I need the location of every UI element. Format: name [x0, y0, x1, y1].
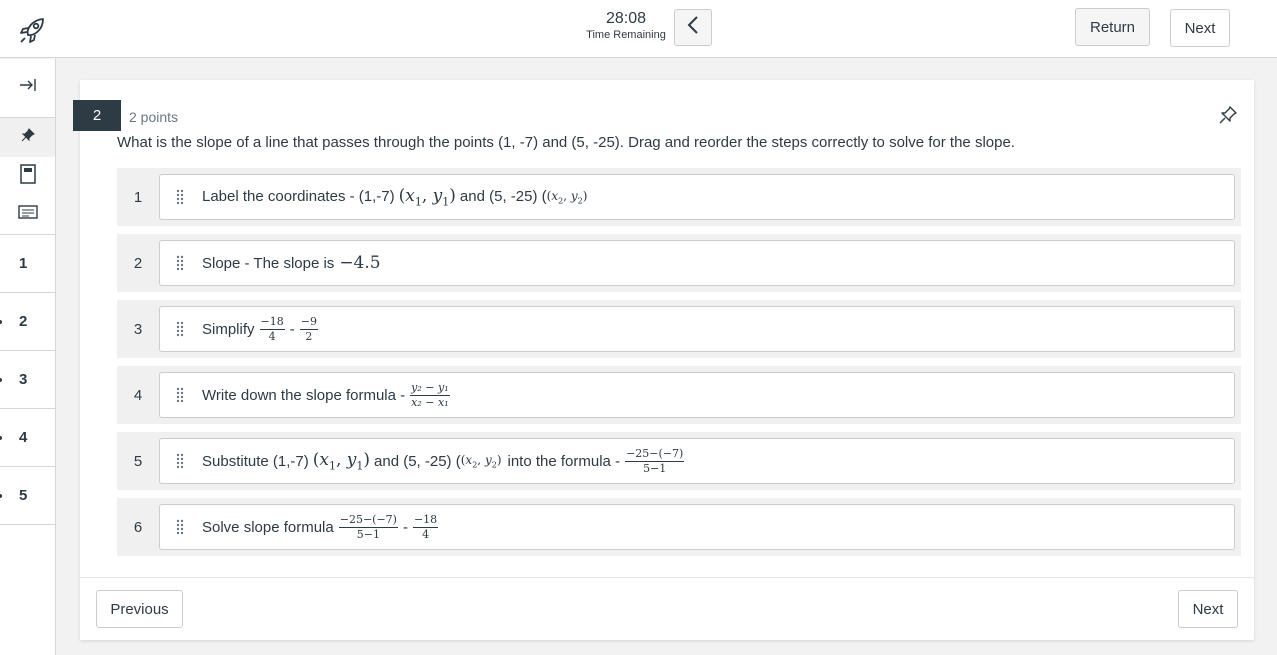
step-text [200, 253, 381, 273]
coordinate-math: ($x_1$, $y_1$) [398, 185, 456, 209]
collapse-nav-icon [19, 78, 37, 97]
coordinate-math: ($x_2$, $y_2$) [546, 188, 588, 206]
collapse-timer-button[interactable] [674, 9, 712, 46]
fraction [625, 448, 684, 475]
drag-handle-icon[interactable] [160, 519, 200, 535]
calculator-icon [20, 164, 36, 189]
drag-handle-icon[interactable] [160, 255, 200, 271]
top-next-button[interactable]: Next [1170, 9, 1230, 47]
notes-button[interactable] [0, 195, 55, 234]
row-position: 5 [133, 452, 143, 470]
separator: - [289, 320, 295, 338]
return-button[interactable]: Return [1075, 8, 1150, 46]
row-position: 6 [133, 518, 143, 536]
draggable-step[interactable] [159, 438, 1235, 484]
coordinate-math: ($x_1$, $y_1$) [312, 449, 371, 473]
step-text [200, 186, 587, 208]
row-position: 3 [133, 320, 143, 338]
step-label: Write down the slope formula - [202, 386, 406, 404]
draggable-step[interactable] [159, 174, 1235, 220]
ordering-row-4 [117, 366, 1241, 424]
row-position: 4 [133, 386, 143, 404]
step-text [200, 316, 323, 343]
fraction-numerator: −25−(−7) [339, 512, 397, 526]
nav-question-5[interactable] [0, 467, 55, 525]
drag-handle-icon[interactable] [160, 453, 200, 469]
fraction [339, 514, 398, 541]
question-card [80, 80, 1254, 640]
nav-question-3[interactable] [0, 351, 55, 409]
step-text [200, 514, 443, 541]
fraction-denominator: 4 [268, 329, 276, 343]
next-button[interactable]: Next [1178, 590, 1238, 628]
pin-icon [1217, 113, 1239, 130]
ordering-row-1 [117, 168, 1241, 226]
question-nav [0, 59, 56, 655]
step-label: Solve slope formula [202, 518, 334, 536]
timer [580, 9, 672, 41]
coordinate-math: ($x_2$, $y_2$) [460, 452, 502, 470]
step-label: Substitute (1,-7) [202, 452, 309, 470]
fraction-denominator: 5−1 [643, 461, 667, 475]
fraction-numerator: y₂ − y₁ [411, 380, 449, 394]
chevron-left-icon [686, 15, 700, 40]
progress-dot [0, 320, 2, 324]
fraction-numerator: −9 [300, 314, 317, 328]
step-text [200, 382, 455, 409]
time-remaining-label: Time Remaining [586, 29, 666, 41]
time-remaining-value: 28:08 [605, 10, 647, 27]
progress-dot [0, 494, 2, 498]
step-text [200, 448, 689, 475]
question-text: What is the slope of a line that passes through the points (1, -7) and (5, -25). Drag and reorder the steps correctly to solve for the slope. [117, 134, 1015, 151]
step-label: Simplify [202, 320, 255, 338]
nav-question-number: 5 [19, 487, 28, 504]
step-label-c: into the formula - [507, 452, 621, 470]
ordering-row-2 [117, 234, 1241, 292]
pin-icon [21, 128, 35, 147]
fraction [300, 316, 318, 343]
draggable-step[interactable] [159, 504, 1235, 550]
notes-icon [18, 205, 38, 224]
drag-handle-icon[interactable] [160, 321, 200, 337]
nav-question-4[interactable] [0, 409, 55, 467]
progress-dot [0, 378, 2, 382]
step-label-b: and (5, -25) ( [374, 452, 461, 470]
fraction-denominator: 2 [305, 329, 313, 343]
step-label: Label the coordinates - (1,-7) [202, 188, 395, 206]
fraction-denominator: x₂ − x₁ [411, 395, 449, 409]
nav-question-1[interactable] [0, 235, 55, 293]
draggable-step[interactable] [159, 372, 1235, 418]
nav-question-number: 3 [19, 371, 28, 388]
previous-button[interactable]: Previous [96, 590, 183, 628]
drag-handle-icon[interactable] [160, 387, 200, 403]
row-position: 1 [133, 188, 143, 206]
collapse-nav-button[interactable] [0, 68, 55, 107]
top-bar [0, 0, 1277, 58]
calculator-button[interactable] [0, 157, 55, 196]
fraction-numerator: −18 [413, 512, 438, 526]
ordering-row-6 [117, 498, 1241, 556]
drag-handle-icon[interactable] [160, 189, 200, 205]
rocket-icon [16, 13, 50, 47]
fraction-numerator: −18 [260, 314, 284, 328]
ordering-row-5 [117, 432, 1241, 490]
nav-question-number: 4 [19, 429, 28, 446]
fraction-denominator: 5−1 [356, 527, 380, 541]
fraction [410, 382, 449, 409]
question-number-badge: 2 [73, 100, 121, 131]
fraction [260, 316, 285, 343]
nav-question-2[interactable] [0, 293, 55, 351]
draggable-step[interactable] [159, 306, 1235, 352]
fraction-numerator: −25−(−7) [626, 446, 684, 460]
question-points: 2 points [129, 109, 179, 125]
row-position: 2 [133, 254, 143, 272]
step-label: Slope - The slope is [202, 254, 335, 272]
separator: - [402, 518, 408, 536]
ordering-row-3 [117, 300, 1241, 358]
pin-question-button[interactable] [1217, 104, 1239, 126]
draggable-step[interactable] [159, 240, 1235, 286]
card-footer-divider [80, 577, 1254, 578]
pin-tool-button[interactable] [0, 118, 55, 157]
fraction-denominator: 4 [422, 527, 430, 541]
fraction [413, 514, 438, 541]
step-label-b: and (5, -25) ( [459, 188, 547, 206]
nav-question-number: 1 [19, 255, 28, 272]
progress-dot [0, 436, 2, 440]
nav-question-number: 2 [19, 313, 28, 330]
slope-value: −4.5 [339, 253, 381, 273]
